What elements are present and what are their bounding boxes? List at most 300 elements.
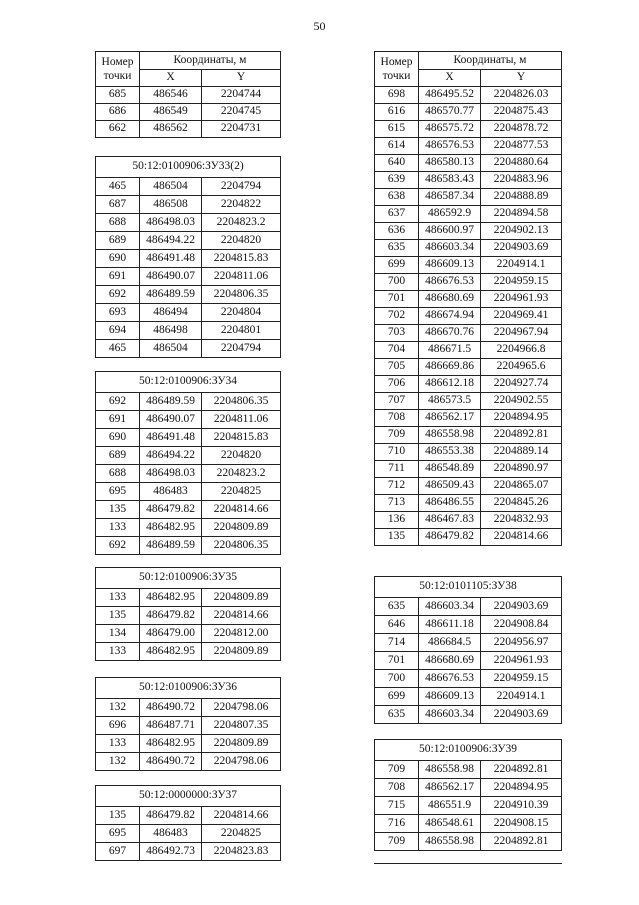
point-number-cell: 708 <box>375 410 419 427</box>
point-number-cell: 133 <box>96 519 140 537</box>
left-header-table-block <box>95 51 281 138</box>
x-coordinate-cell: 486570.77 <box>419 104 481 121</box>
y-coordinate-cell: 2204814.66 <box>202 501 281 519</box>
section-title: 50:12:0100906:ЗУ34 <box>96 372 281 393</box>
y-header: Y <box>481 69 562 87</box>
y-coordinate-cell: 2204806.35 <box>202 393 281 411</box>
y-coordinate-cell: 2204809.89 <box>202 643 281 661</box>
table-row <box>375 274 562 291</box>
table-row <box>96 735 281 753</box>
y-coordinate-cell: 2204890.97 <box>481 461 562 478</box>
y-coordinate-cell: 2204823.2 <box>202 214 281 232</box>
table-row <box>96 429 281 447</box>
table-row <box>375 206 562 223</box>
table-row <box>375 240 562 257</box>
x-coordinate-cell: 486487.71 <box>140 717 202 735</box>
x-coordinate-cell: 486483 <box>140 483 202 501</box>
point-number-cell: 135 <box>375 529 419 546</box>
x-coordinate-cell: 486573.5 <box>419 393 481 410</box>
point-number-cell: 701 <box>375 652 419 670</box>
section-table-zu38 <box>374 576 562 724</box>
table-row <box>96 340 281 358</box>
table-row <box>375 461 562 478</box>
y-coordinate-cell: 2204875.43 <box>481 104 562 121</box>
x-coordinate-cell: 486494 <box>140 304 202 322</box>
section-table-zu36 <box>95 677 281 771</box>
x-coordinate-cell: 486492.73 <box>140 843 202 861</box>
point-number-header: Номер точки <box>96 52 140 87</box>
y-coordinate-cell: 2204903.69 <box>481 706 562 724</box>
point-number-cell: 691 <box>96 411 140 429</box>
y-coordinate-cell: 2204927.74 <box>481 376 562 393</box>
y-coordinate-cell: 2204801 <box>202 322 281 340</box>
table-row <box>96 447 281 465</box>
point-number-cell: 695 <box>96 825 140 843</box>
point-number-cell: 701 <box>375 291 419 308</box>
y-coordinate-cell: 2204794 <box>202 178 281 196</box>
table-row <box>96 589 281 607</box>
table-row <box>375 325 562 342</box>
point-number-cell: 615 <box>375 121 419 138</box>
point-number-cell: 639 <box>375 172 419 189</box>
table-row <box>375 478 562 495</box>
point-number-cell: 699 <box>375 257 419 274</box>
point-number-cell: 614 <box>375 138 419 155</box>
y-coordinate-cell: 2204809.89 <box>202 589 281 607</box>
x-coordinate-cell: 486575.72 <box>419 121 481 138</box>
table-row <box>375 223 562 240</box>
table-row <box>375 495 562 512</box>
y-coordinate-cell: 2204812.00 <box>202 625 281 643</box>
table-row <box>375 376 562 393</box>
table-row <box>375 87 562 104</box>
y-coordinate-cell: 2204806.35 <box>202 286 281 304</box>
x-coordinate-cell: 486680.69 <box>419 291 481 308</box>
x-coordinate-cell: 486489.59 <box>140 286 202 304</box>
section-title: 50:12:0100906:ЗУ33(2) <box>96 157 281 178</box>
table-row <box>375 815 562 833</box>
point-number-cell: 703 <box>375 325 419 342</box>
table-row <box>375 688 562 706</box>
table-row <box>96 104 281 121</box>
x-coordinate-cell: 486609.13 <box>419 688 481 706</box>
coordinates-header: Координаты, м <box>140 52 281 70</box>
section-title: 50:12:0100906:ЗУ39 <box>375 740 562 761</box>
table-row <box>375 155 562 172</box>
table-row <box>96 625 281 643</box>
table-row <box>375 104 562 121</box>
bottom-rule <box>374 863 562 864</box>
x-coordinate-cell: 486609.13 <box>419 257 481 274</box>
y-coordinate-cell: 2204794 <box>202 340 281 358</box>
point-number-cell: 689 <box>96 447 140 465</box>
x-coordinate-cell: 486580.13 <box>419 155 481 172</box>
x-coordinate-cell: 486676.53 <box>419 670 481 688</box>
section-table-zu39 <box>374 739 562 851</box>
table-row <box>96 322 281 340</box>
section-table-zu33 <box>95 156 281 358</box>
x-coordinate-cell: 486551.9 <box>419 797 481 815</box>
table-row <box>96 537 281 555</box>
point-number-cell: 687 <box>96 196 140 214</box>
x-coordinate-cell: 486482.95 <box>140 519 202 537</box>
x-coordinate-cell: 486490.72 <box>140 753 202 771</box>
x-coordinate-cell: 486603.34 <box>419 706 481 724</box>
table-row <box>96 214 281 232</box>
y-coordinate-cell: 2204969.41 <box>481 308 562 325</box>
coordinates-header: Координаты, м <box>419 52 562 70</box>
point-number-cell: 688 <box>96 465 140 483</box>
y-coordinate-cell: 2204894.95 <box>481 779 562 797</box>
table-row <box>96 753 281 771</box>
table-row <box>375 342 562 359</box>
table-row <box>96 825 281 843</box>
y-coordinate-cell: 2204845.26 <box>481 495 562 512</box>
table-row <box>96 607 281 625</box>
point-number-cell: 709 <box>375 761 419 779</box>
table-row <box>375 359 562 376</box>
point-number-cell: 694 <box>96 322 140 340</box>
section-table-zu37 <box>95 785 281 861</box>
y-coordinate-cell: 2204820 <box>202 447 281 465</box>
x-coordinate-cell: 486489.59 <box>140 537 202 555</box>
y-coordinate-cell: 2204910.39 <box>481 797 562 815</box>
table-row <box>375 308 562 325</box>
y-coordinate-cell: 2204804 <box>202 304 281 322</box>
table-row <box>375 833 562 851</box>
y-coordinate-cell: 2204823.2 <box>202 465 281 483</box>
y-coordinate-cell: 2204965.6 <box>481 359 562 376</box>
x-coordinate-cell: 486674.94 <box>419 308 481 325</box>
table-row <box>375 634 562 652</box>
table-row <box>96 411 281 429</box>
section-table-zu35 <box>95 567 281 661</box>
x-coordinate-cell: 486489.59 <box>140 393 202 411</box>
point-number-cell: 689 <box>96 232 140 250</box>
point-number-cell: 135 <box>96 501 140 519</box>
section-title: 50:12:0000000:ЗУ37 <box>96 786 281 807</box>
table-row <box>96 196 281 214</box>
point-number-cell: 646 <box>375 616 419 634</box>
y-coordinate-cell: 2204744 <box>202 87 281 104</box>
x-coordinate-cell: 486479.00 <box>140 625 202 643</box>
table-row <box>375 797 562 815</box>
point-number-cell: 702 <box>375 308 419 325</box>
y-coordinate-cell: 2204815.83 <box>202 429 281 447</box>
point-number-cell: 709 <box>375 833 419 851</box>
y-coordinate-cell: 2204825 <box>202 825 281 843</box>
table-row <box>96 232 281 250</box>
x-coordinate-cell: 486587.34 <box>419 189 481 206</box>
table-row <box>375 779 562 797</box>
y-coordinate-cell: 2204914.1 <box>481 257 562 274</box>
point-number-cell: 465 <box>96 340 140 358</box>
y-coordinate-cell: 2204966.8 <box>481 342 562 359</box>
point-number-cell: 693 <box>96 304 140 322</box>
y-coordinate-cell: 2204809.89 <box>202 519 281 537</box>
y-coordinate-cell: 2204731 <box>202 121 281 138</box>
table-row <box>96 699 281 717</box>
table-row <box>375 706 562 724</box>
x-coordinate-cell: 486494.22 <box>140 232 202 250</box>
point-number-cell: 711 <box>375 461 419 478</box>
y-coordinate-cell: 2204903.69 <box>481 598 562 616</box>
y-coordinate-cell: 2204825 <box>202 483 281 501</box>
table-row <box>96 178 281 196</box>
point-number-cell: 132 <box>96 753 140 771</box>
table-row <box>96 465 281 483</box>
point-number-cell: 699 <box>375 688 419 706</box>
table-row <box>375 670 562 688</box>
point-number-cell: 685 <box>96 87 140 104</box>
table-row <box>96 268 281 286</box>
x-coordinate-cell: 486600.97 <box>419 223 481 240</box>
x-coordinate-cell: 486504 <box>140 340 202 358</box>
x-coordinate-cell: 486558.98 <box>419 761 481 779</box>
x-coordinate-cell: 486467.83 <box>419 512 481 529</box>
point-number-cell: 686 <box>96 104 140 121</box>
x-coordinate-cell: 486553.38 <box>419 444 481 461</box>
table-row <box>96 286 281 304</box>
table-row <box>375 444 562 461</box>
y-coordinate-cell: 2204894.95 <box>481 410 562 427</box>
y-coordinate-cell: 2204815.83 <box>202 250 281 268</box>
table-row <box>375 257 562 274</box>
table-row <box>96 807 281 825</box>
point-number-cell: 635 <box>375 706 419 724</box>
y-coordinate-cell: 2204902.13 <box>481 223 562 240</box>
table-row <box>96 393 281 411</box>
table-row <box>375 652 562 670</box>
table-row <box>96 519 281 537</box>
table-row <box>96 121 281 138</box>
x-coordinate-cell: 486479.82 <box>140 807 202 825</box>
section-title: 50:12:0100906:ЗУ35 <box>96 568 281 589</box>
table-row <box>375 393 562 410</box>
x-coordinate-cell: 486498.03 <box>140 465 202 483</box>
point-number-cell: 707 <box>375 393 419 410</box>
point-number-cell: 690 <box>96 250 140 268</box>
x-coordinate-cell: 486482.95 <box>140 589 202 607</box>
point-number-cell: 714 <box>375 634 419 652</box>
y-coordinate-cell: 2204888.89 <box>481 189 562 206</box>
point-number-cell: 637 <box>375 206 419 223</box>
x-coordinate-cell: 486548.89 <box>419 461 481 478</box>
point-number-cell: 635 <box>375 240 419 257</box>
x-coordinate-cell: 486562.17 <box>419 410 481 427</box>
table-row <box>96 250 281 268</box>
table-row <box>375 761 562 779</box>
point-number-cell: 698 <box>375 87 419 104</box>
table-row <box>375 427 562 444</box>
x-coordinate-cell: 486611.18 <box>419 616 481 634</box>
y-coordinate-cell: 2204961.93 <box>481 291 562 308</box>
x-coordinate-cell: 486562 <box>140 121 202 138</box>
y-coordinate-cell: 2204798.06 <box>202 753 281 771</box>
table-row <box>96 501 281 519</box>
table-row <box>96 717 281 735</box>
y-coordinate-cell: 2204892.81 <box>481 833 562 851</box>
y-coordinate-cell: 2204883.96 <box>481 172 562 189</box>
x-coordinate-cell: 486546 <box>140 87 202 104</box>
y-coordinate-cell: 2204814.66 <box>202 607 281 625</box>
point-number-cell: 688 <box>96 214 140 232</box>
table-row <box>375 291 562 308</box>
x-coordinate-cell: 486479.82 <box>140 607 202 625</box>
point-number-cell: 700 <box>375 670 419 688</box>
x-coordinate-cell: 486490.72 <box>140 699 202 717</box>
left-coordinates-table <box>95 51 281 138</box>
y-coordinate-cell: 2204894.58 <box>481 206 562 223</box>
x-coordinate-cell: 486482.95 <box>140 643 202 661</box>
y-coordinate-cell: 2204878.72 <box>481 121 562 138</box>
y-coordinate-cell: 2204959.15 <box>481 274 562 291</box>
y-coordinate-cell: 2204908.15 <box>481 815 562 833</box>
point-number-cell: 136 <box>375 512 419 529</box>
x-coordinate-cell: 486612.18 <box>419 376 481 393</box>
point-number-cell: 465 <box>96 178 140 196</box>
x-coordinate-cell: 486671.5 <box>419 342 481 359</box>
x-coordinate-cell: 486482.95 <box>140 735 202 753</box>
y-header: Y <box>202 69 281 87</box>
x-coordinate-cell: 486498 <box>140 322 202 340</box>
x-coordinate-cell: 486508 <box>140 196 202 214</box>
point-number-cell: 706 <box>375 376 419 393</box>
table-row <box>96 483 281 501</box>
point-number-cell: 638 <box>375 189 419 206</box>
point-number-cell: 132 <box>96 699 140 717</box>
table-row <box>375 410 562 427</box>
table-row <box>96 843 281 861</box>
section-title: 50:12:0100906:ЗУ36 <box>96 678 281 699</box>
x-coordinate-cell: 486486.55 <box>419 495 481 512</box>
point-number-cell: 692 <box>96 286 140 304</box>
y-coordinate-cell: 2204745 <box>202 104 281 121</box>
y-coordinate-cell: 2204807.35 <box>202 717 281 735</box>
point-number-cell: 640 <box>375 155 419 172</box>
x-coordinate-cell: 486490.07 <box>140 411 202 429</box>
y-coordinate-cell: 2204811.06 <box>202 268 281 286</box>
point-number-cell: 710 <box>375 444 419 461</box>
y-coordinate-cell: 2204967.94 <box>481 325 562 342</box>
x-header: X <box>419 69 481 87</box>
x-coordinate-cell: 486548.61 <box>419 815 481 833</box>
table-row <box>375 121 562 138</box>
right-coordinates-table <box>374 51 562 546</box>
point-number-cell: 691 <box>96 268 140 286</box>
point-number-cell: 616 <box>375 104 419 121</box>
x-coordinate-cell: 486479.82 <box>419 529 481 546</box>
x-coordinate-cell: 486504 <box>140 178 202 196</box>
point-number-cell: 713 <box>375 495 419 512</box>
x-coordinate-cell: 486583.43 <box>419 172 481 189</box>
y-coordinate-cell: 2204889.14 <box>481 444 562 461</box>
x-coordinate-cell: 486494.22 <box>140 447 202 465</box>
point-number-cell: 700 <box>375 274 419 291</box>
x-coordinate-cell: 486549 <box>140 104 202 121</box>
x-coordinate-cell: 486603.34 <box>419 598 481 616</box>
point-number-cell: 133 <box>96 735 140 753</box>
point-number-cell: 134 <box>96 625 140 643</box>
y-coordinate-cell: 2204865.07 <box>481 478 562 495</box>
x-coordinate-cell: 486491.48 <box>140 429 202 447</box>
point-number-cell: 135 <box>96 607 140 625</box>
point-number-cell: 133 <box>96 589 140 607</box>
y-coordinate-cell: 2204959.15 <box>481 670 562 688</box>
y-coordinate-cell: 2204914.1 <box>481 688 562 706</box>
point-number-cell: 690 <box>96 429 140 447</box>
point-number-cell: 692 <box>96 393 140 411</box>
point-number-cell: 662 <box>96 121 140 138</box>
x-coordinate-cell: 486669.86 <box>419 359 481 376</box>
section-title: 50:12:0101105:ЗУ38 <box>375 577 562 598</box>
y-coordinate-cell: 2204903.69 <box>481 240 562 257</box>
x-coordinate-cell: 486680.69 <box>419 652 481 670</box>
y-coordinate-cell: 2204806.35 <box>202 537 281 555</box>
y-coordinate-cell: 2204826.03 <box>481 87 562 104</box>
point-number-cell: 712 <box>375 478 419 495</box>
right-header-table-block <box>374 51 562 546</box>
table-row <box>96 304 281 322</box>
point-number-cell: 636 <box>375 223 419 240</box>
y-coordinate-cell: 2204822 <box>202 196 281 214</box>
x-coordinate-cell: 486491.48 <box>140 250 202 268</box>
table-row <box>375 172 562 189</box>
point-number-cell: 715 <box>375 797 419 815</box>
x-coordinate-cell: 486558.98 <box>419 833 481 851</box>
y-coordinate-cell: 2204956.97 <box>481 634 562 652</box>
x-coordinate-cell: 486562.17 <box>419 779 481 797</box>
table-row <box>375 512 562 529</box>
x-coordinate-cell: 486483 <box>140 825 202 843</box>
y-coordinate-cell: 2204877.53 <box>481 138 562 155</box>
table-row <box>375 529 562 546</box>
point-number-cell: 705 <box>375 359 419 376</box>
point-number-cell: 692 <box>96 537 140 555</box>
point-number-cell: 635 <box>375 598 419 616</box>
table-row <box>375 138 562 155</box>
point-number-cell: 133 <box>96 643 140 661</box>
x-coordinate-cell: 486490.07 <box>140 268 202 286</box>
x-coordinate-cell: 486479.82 <box>140 501 202 519</box>
point-number-cell: 135 <box>96 807 140 825</box>
x-coordinate-cell: 486603.34 <box>419 240 481 257</box>
y-coordinate-cell: 2204820 <box>202 232 281 250</box>
x-coordinate-cell: 486495.52 <box>419 87 481 104</box>
y-coordinate-cell: 2204961.93 <box>481 652 562 670</box>
point-number-cell: 697 <box>96 843 140 861</box>
y-coordinate-cell: 2204823.83 <box>202 843 281 861</box>
x-coordinate-cell: 486684.5 <box>419 634 481 652</box>
table-row <box>96 87 281 104</box>
table-row <box>375 598 562 616</box>
point-number-cell: 695 <box>96 483 140 501</box>
point-number-cell: 709 <box>375 427 419 444</box>
y-coordinate-cell: 2204902.55 <box>481 393 562 410</box>
section-table-zu34 <box>95 371 281 555</box>
x-header: X <box>140 69 202 87</box>
y-coordinate-cell: 2204832.93 <box>481 512 562 529</box>
y-coordinate-cell: 2204811.06 <box>202 411 281 429</box>
table-row <box>375 616 562 634</box>
table-row <box>375 189 562 206</box>
point-number-header: Номер точки <box>375 52 419 87</box>
x-coordinate-cell: 486576.53 <box>419 138 481 155</box>
point-number-cell: 716 <box>375 815 419 833</box>
x-coordinate-cell: 486498.03 <box>140 214 202 232</box>
x-coordinate-cell: 486676.53 <box>419 274 481 291</box>
page-number: 50 <box>313 19 326 33</box>
